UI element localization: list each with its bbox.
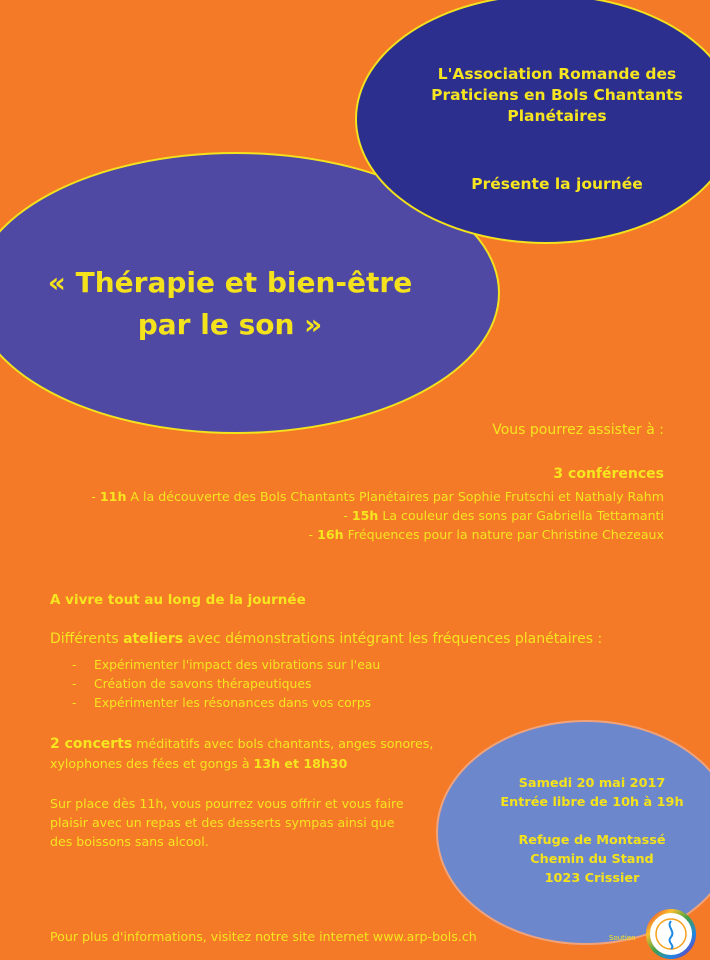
list-item-text: Expérimenter l'impact des vibrations sur l'eau [94,657,381,672]
title-line-2: par le son » [137,308,323,341]
conference-item [343,508,664,523]
food-line-3: des boissons sans alcool. [50,834,209,849]
conference-prefix: - [343,508,352,523]
event-title [20,262,440,346]
conference-text: La couleur des sons par Gabriella Tettamanti [378,508,664,523]
list-item: - Expérimenter l'impact des vibrations sur l'eau [72,657,381,672]
conference-item [91,489,664,504]
association-line-2: Praticiens en Bols Chantants [431,86,683,104]
conference-prefix: - [91,489,100,504]
conference-text: A la découverte des Bols Chantants Planétaires par Sophie Frutschi et Nathaly Rahm [126,489,664,504]
list-item-text: Création de savons thérapeutiques [94,676,312,691]
event-entry: Entrée libre de 10h à 19h [500,795,684,810]
conference-item [309,527,664,542]
conference-text: Fréquences pour la nature par Christine Chezeaux [343,527,664,542]
footer-info: Pour plus d'informations, visitez notre site internet www.arp-bols.ch [50,929,477,944]
ateliers-post: avec démonstrations intégrant les fréquences planétaires : [183,631,603,647]
presents-text: Présente la journée [471,175,643,193]
food-line-1: Sur place dès 11h, vous pourrez vous offrir et vous faire [50,796,404,811]
conference-prefix: - [308,527,318,542]
conference-time: 15h [351,508,379,523]
association-name [418,64,696,127]
event-date: Samedi 20 mai 2017 [518,776,666,791]
conference-time: 16h [317,527,344,542]
day-heading: A vivre tout au long de la journée [50,592,306,608]
event-venue: Refuge de Montassé [518,833,666,848]
event-street: Chemin du Stand [530,852,654,867]
concerts-bold: 2 concerts [50,736,133,752]
association-line-3: Planétaires [507,107,607,125]
concerts-text: méditatifs avec bols chantants, anges sonores, [132,736,434,751]
program-intro: Vous pourrez assister à : [492,422,664,438]
soutien-label: Soutien [609,934,636,942]
association-line-1: L'Association Romande des [437,65,677,83]
concerts-line-1 [50,736,433,752]
conference-time: 11h [99,489,127,504]
conferences-heading: 3 conférences [553,466,664,482]
food-line-2: plaisir avec un repas et des desserts sympas ainsi que [50,815,395,830]
ateliers-pre: Différents [50,631,124,647]
concerts-text-2: xylophones des fées et gongs à [50,756,254,771]
list-item-text: Expérimenter les résonances dans vos corps [94,695,372,710]
list-item: - Expérimenter les résonances dans vos corps [72,695,372,710]
concerts-line-2 [50,756,347,771]
ateliers-text [50,631,602,647]
title-line-1: « Thérapie et bien-être [47,266,413,299]
ateliers-bold: ateliers [123,631,184,647]
sponsor-logo-icon [646,909,696,959]
list-item: - Création de savons thérapeutiques [72,676,312,691]
concerts-times: 13h et 18h30 [253,756,348,771]
event-city: 1023 Crissier [544,871,640,886]
